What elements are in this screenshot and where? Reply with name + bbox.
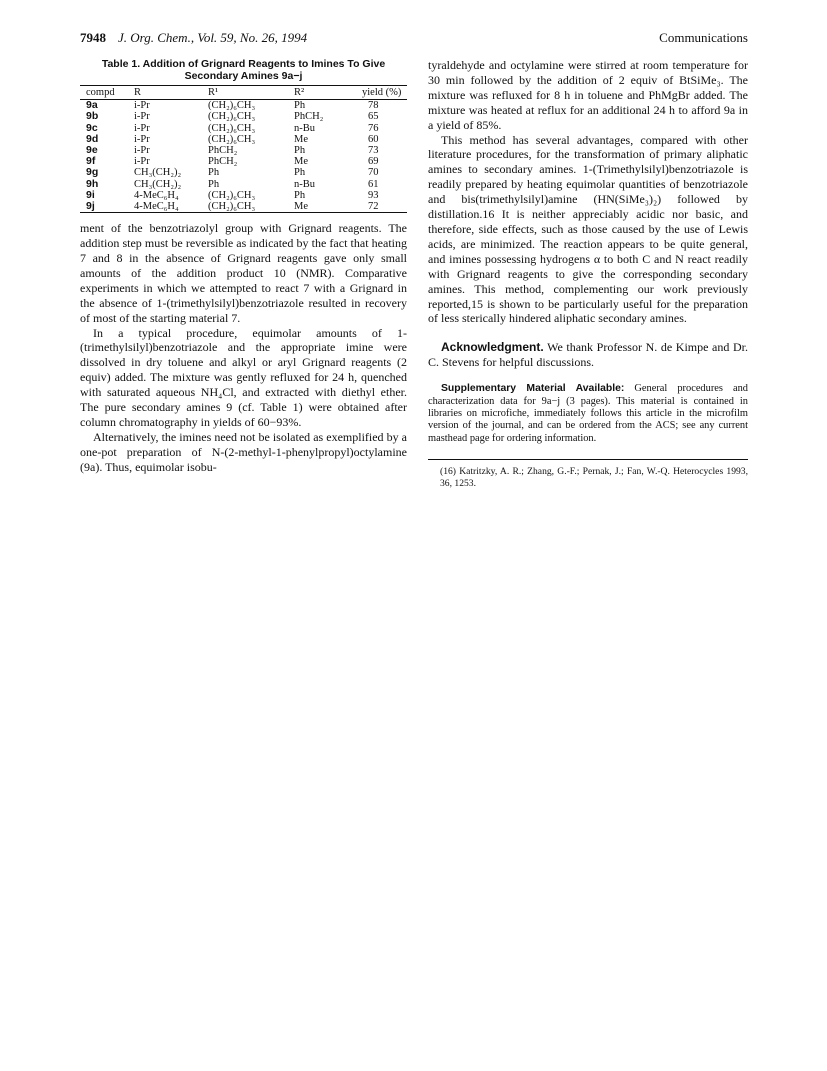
cell-compd: 9e [86, 144, 98, 157]
table-row [80, 190, 407, 201]
table-body [80, 100, 407, 213]
cell-r: 4-MeC₆H₄ [134, 201, 179, 213]
left-paragraph-2: In a typical procedure, equimolar amounts of 1-(trimethylsilyl)benzotriazole and the appropriate imine were dissolved in dry toluene and alkyl or aryl Grignard reagents (2 equiv) added. The mixture was gently refluxed for 24 h, quenched with saturated aqueous NH₄Cl, and extracted with diethyl ether. The pure secondary amines 9 (cf. Table 1) were obtained after column chromatography in yields of 60−93%. [80, 325, 407, 430]
table-row [80, 167, 407, 178]
cell-r1: Ph [208, 178, 220, 190]
cell-r: i-Pr [134, 100, 150, 112]
cell-compd: 9j [86, 200, 95, 213]
section-name: Communications [659, 30, 748, 45]
col-header-yield: yield (%) [362, 87, 402, 98]
col-header-compd: compd [86, 87, 115, 98]
cell-yield: 78 [368, 100, 379, 112]
table-caption [80, 58, 407, 82]
table-row [80, 100, 407, 112]
cell-r: i-Pr [134, 111, 150, 123]
cell-yield: 65 [368, 111, 379, 123]
supplementary-text: General procedures and characterization data for 9a−j (3 pages). This material is contained in libraries on microfiche, immediately follows this article in the microfilm version of the journal, and can be ordered from the ACS; see any current masthead page for ordering information. [428, 383, 749, 444]
cell-yield: 76 [368, 122, 379, 134]
table-header-row [80, 86, 407, 100]
cell-compd: 9c [86, 121, 98, 134]
cell-compd: 9h [86, 177, 99, 190]
cell-r: CH₃(CH₂)₂ [134, 167, 182, 179]
cell-yield: 93 [368, 189, 379, 201]
table-caption-label: Table 1. [101, 58, 141, 70]
cell-r2: Me [294, 201, 308, 213]
cell-r2: Ph [294, 145, 306, 157]
cell-r: i-Pr [134, 133, 150, 145]
left-paragraph-3: Alternatively, the imines need not be isolated as exemplified by a one-pot preparation of N-(2-methyl-1-phenylpropyl)octylamine (9a). Thus, equimolar isobu- [80, 429, 407, 474]
results-table [80, 85, 407, 213]
cell-r2: Ph [294, 100, 306, 112]
cell-r: i-Pr [134, 145, 150, 157]
cell-yield: 61 [368, 178, 379, 190]
col-header-r: R [134, 87, 142, 98]
footnote-16: (16) Katritzky, A. R.; Zhang, G.-F.; Pernak, J.; Fan, W.-Q. Heterocycles 1993, 36, 1253. [440, 466, 748, 489]
cell-r2: Me [294, 156, 308, 168]
cell-compd: 9i [86, 188, 95, 201]
cell-r2: Ph [294, 167, 306, 179]
acknowledgment-text: We thank Professor N. de Kimpe and Dr. C. Stevens for helpful discussions. [428, 340, 748, 370]
cell-r1: PhCH₂ [208, 145, 238, 157]
cell-compd: 9a [86, 99, 98, 112]
table-row [80, 179, 407, 190]
cell-r1: (CH₂)₆CH₃ [208, 189, 256, 201]
cell-r2: PhCH₂ [294, 111, 324, 123]
table-row [80, 201, 407, 213]
cell-r2: n-Bu [294, 122, 315, 134]
table-row [80, 111, 407, 122]
cell-r1: (CH₂)₆CH₃ [208, 111, 256, 123]
supplementary-heading: Supplementary Material Available: [441, 383, 625, 395]
table-row [80, 145, 407, 156]
cell-compd: 9g [86, 166, 99, 179]
left-paragraph-1: ment of the benzotriazolyl group with Grignard reagents. The addition step must be reversible as indicated by the fact that heating 7 and 8 in the absence of Grignard reagents gave only small amounts of the addition product 10 (NMR). Comparative experiments in which we attempted to react 7 with a Grignard in the absence of 1-(trimethylsilyl)benzotriazole resulted in recovery of most of the starting material 7. [80, 221, 407, 325]
cell-r1: (CH₂)₆CH₃ [208, 133, 256, 145]
right-paragraph-2: This method has several advantages, compared with other literature procedures, for the transformation of primary aliphatic amines to secondary amines. 1-(Trimethylsilyl)benzotriazole is readily prepared by heating equimolar quantities of benzotriazole and bis(trimethylsilyl)amine (HN(SiMe₃)₂) followed by distillation.16 It is neither appreciably acidic nor basic, and therefore, side effects, such as those caused by the use of Lewis acids, are minimized. The reaction appears to be quite general, and imines possessing hydrogens α to both C and N react readily with Grignard reagents to give the corresponding secondary amines. This method, complementing our work previously reported,15 is shown to be particularly useful for the preparation of less sterically hindered aliphatic secondary amines. [428, 132, 748, 326]
cell-r: i-Pr [134, 122, 150, 134]
cell-compd: 9f [86, 155, 96, 168]
cell-r2: Me [294, 133, 308, 145]
table-row [80, 156, 407, 167]
cell-yield: 72 [368, 201, 379, 213]
cell-r1: (CH₂)₆CH₃ [208, 100, 256, 112]
cell-compd: 9b [86, 110, 99, 123]
cell-r1: PhCH₂ [208, 156, 238, 168]
cell-yield: 73 [368, 145, 379, 157]
table-row [80, 123, 407, 134]
right-column [428, 58, 748, 489]
acknowledgment-heading: Acknowledgment. [441, 340, 544, 355]
acknowledgment [428, 340, 748, 370]
cell-r: i-Pr [134, 156, 150, 168]
page-header [80, 30, 748, 50]
cell-r: 4-MeC₆H₄ [134, 189, 179, 201]
col-header-r1: R¹ [208, 87, 219, 98]
table-caption-text: Addition of Grignard Reagents to Imines To Give Secondary Amines 9a−j [142, 58, 386, 82]
footnote-divider [428, 459, 748, 460]
cell-r1: (CH₂)₆CH₃ [208, 122, 256, 134]
cell-yield: 70 [368, 167, 379, 179]
cell-yield: 69 [368, 156, 379, 168]
journal-citation: J. Org. Chem., Vol. 59, No. 26, 1994 [118, 30, 308, 45]
cell-r2: Ph [294, 189, 306, 201]
table-row [80, 134, 407, 145]
cell-compd: 9d [86, 132, 99, 145]
cell-yield: 60 [368, 133, 379, 145]
cell-r1: (CH₂)₆CH₃ [208, 201, 256, 213]
right-paragraph-1: tyraldehyde and octylamine were stirred at room temperature for 30 min followed by the addition of 2 equiv of BtSiMe₃. The mixture was refluxed for 8 h in toluene and PhMgBr added. The mixture was heated at reflux for an additional 24 h to afford 9a in a yield of 85%. [428, 58, 748, 132]
left-column [80, 58, 407, 475]
supplementary-material [428, 383, 748, 445]
cell-r2: n-Bu [294, 178, 315, 190]
cell-r: CH₃(CH₂)₂ [134, 178, 182, 190]
page-number: 7948 [80, 30, 106, 45]
col-header-r2: R² [294, 87, 305, 98]
cell-r1: Ph [208, 167, 220, 179]
